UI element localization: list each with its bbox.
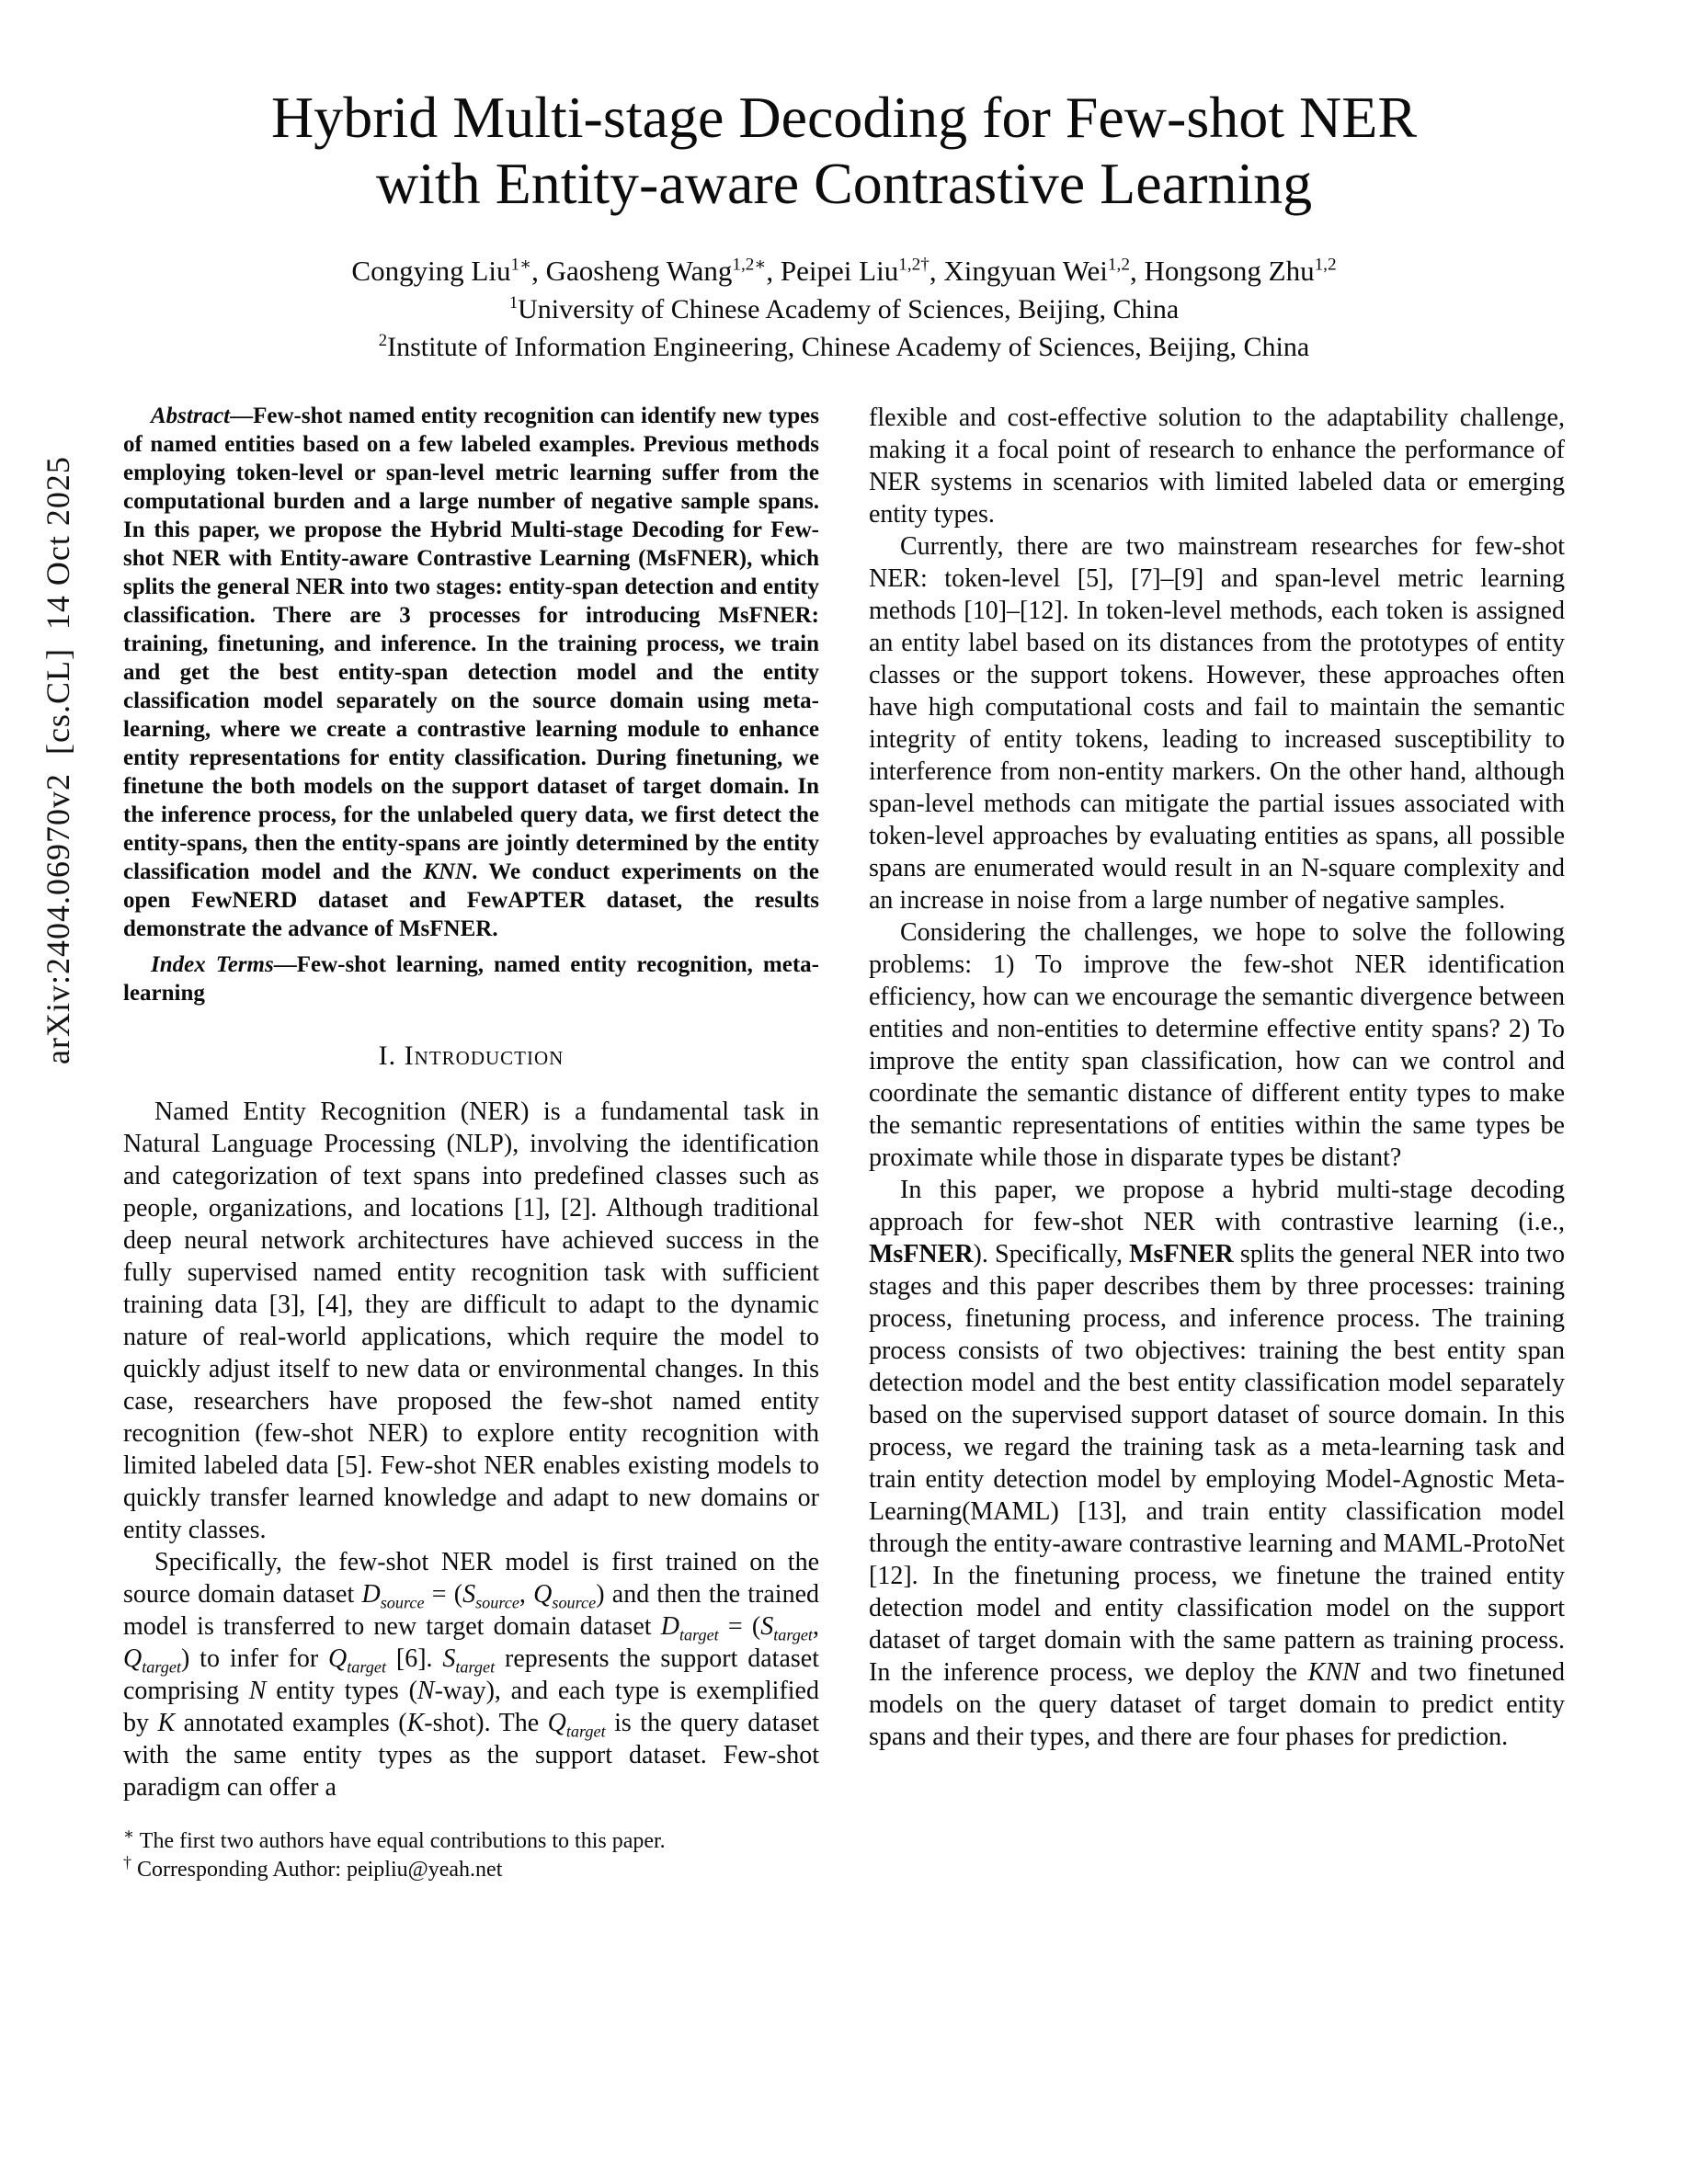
title-line-2: with Entity-aware Contrastive Learning	[375, 151, 1313, 217]
title-line-1: Hybrid Multi-stage Decoding for Few-shot NER	[270, 85, 1418, 150]
footnote-corresponding-author: † Corresponding Author: peipliu@yeah.net	[123, 1852, 503, 1882]
paper-header	[0, 0, 1688, 363]
two-column-body	[0, 363, 1688, 1884]
footnote-equal-contribution: ∗ The first two authors have equal contributions to this paper.	[123, 1824, 666, 1853]
author-list: Congying Liu$^{1∗}$, Gaosheng Wang$^{1,2∗}$, Peipei Liu$^{1,2\dagger}$, Xingyuan Wei$^{1,2}$, Hongsong Zhu$^{1,2}$	[351, 254, 1337, 287]
affiliation-2: $^2$Institute of Information Engineering, Chinese Academy of Sciences, Beijing, China	[378, 330, 1310, 362]
index-terms-paragraph: Index Terms—Few-shot learning, named entity recognition, meta-learning	[123, 951, 819, 1006]
intro-paragraph-1: Named Entity Recognition (NER) is a fundamental task in Natural Language Processing (NLP), involving the identification and categorization of text spans into predefined classes such as people, organizations, and locations [1], [2]. Although traditional deep neural network architectures have achieved success in the fully supervised named entity recognition task with sufficient training data [3], [4], they are difficult to adapt to the dynamic nature of real-world applications, which require the model to quickly adjust itself to new data or environmental changes. In this case, researchers have proposed the few-shot named entity recognition (few-shot NER) to explore entity recognition with limited labeled data [5]. Few-shot NER enables existing models to quickly transfer learned knowledge and adapt to new domains or entity classes.	[123, 1097, 819, 1544]
intro-paragraph-2-continued: flexible and cost-effective solution to the adaptability challenge, making it a focal point of research to enhance the performance of NER systems in scenarios with limited labeled data or emerging entity types.	[869, 403, 1565, 529]
intro-paragraph-3: Currently, there are two mainstream researches for few-shot NER: token-level [5], [7]–[9] and span-level metric learning methods [10]–[12]. In token-level methods, each token is assigned an entity label based on its distances from the prototypes of entity classes or the support tokens. However, these approaches often have high computational costs and fail to maintain the semantic integrity of entity tokens, leading to increased susceptibility to interference from non-entity markers. On the other hand, although span-level methods can mitigate the partial issues associated with token-level approaches by evaluating entities as spans, all possible spans are enumerated would result in an N-square complexity and an increase in noise from a large number of negative samples.	[869, 531, 1565, 915]
abstract-paragraph: Abstract—Few-shot named entity recognition can identify new types of named entities based on a few labeled examples. Previous methods employing token-level or span-level metric learning suffer from the computational burden and a large number of negative sample spans. In this paper, we propose the Hybrid Multi-stage Decoding for Few-shot NER with Entity-aware Contrastive Learning (MsFNER), which splits the general NER into two stages: entity-span detection and entity classification. There are 3 processes for introducing MsFNER: training, finetuning, and inference. In the training process, we train and get the best entity-span detection model and the entity classification model separately on the source domain using meta-learning, where we create a contrastive learning module to enhance entity representations for entity classification. During finetuning, we finetune the both models on the support dataset of target domain. In the inference process, for the unlabeled query data, we first detect the entity-spans, then the entity-spans are jointly determined by the entity classification model and the KNN. We conduct experiments on the open FewNERD dataset and FewAPTER dataset, the results demonstrate the advance of MsFNER.	[123, 403, 819, 941]
section-heading-introduction: I. Introduction	[378, 1040, 565, 1071]
left-column	[123, 402, 819, 1884]
arxiv-watermark: arXiv:2404.06970v2 [cs.CL] 14 Oct 2025	[40, 456, 76, 1064]
paper-title	[0, 85, 1688, 218]
footnote-block	[123, 1803, 819, 1884]
intro-paragraph-5: In this paper, we propose a hybrid multi-stage decoding approach for few-shot NER with contrastive learning (i.e., MsFNER). Specifically, MsFNER splits the general NER into two stages and this paper describes them by three processes: training process, finetuning process, and inference process. The training process consists of two objectives: training the best entity span detection model and the best entity classification model separately based on the supervised support dataset of source domain. In this process, we regard the training task as a meta-learning task and train entity detection model by employing Model-Agnostic Meta-Learning(MAML) [13], and train entity classification model through the entity-aware contrastive learning and MAML-ProtoNet [12]. In the finetuning process, we finetune the trained entity detection model and entity classification model on the support dataset of target domain with the same pattern as training process. In the inference process, we deploy the KNN and two finetuned models on the query dataset of target domain to predict entity spans and their types, and there are four phases for prediction.	[869, 1175, 1565, 1751]
intro-paragraph-2: Specifically, the few-shot NER model is first trained on the source domain dataset $D_{source} = (S_{source}$, $Q_{source}$) and then the trained model is transferred to new target domain dataset $D_{target} = (S_{target}$, $Q_{target}$) to infer for $Q_{target}$ [6]. $S_{target}$ represents the support dataset comprising N entity types (N-way), and each type is exemplified by K annotated examples (K-shot). The $Q_{target}$ is the query dataset with the same entity types as the support dataset. Few-shot paradigm can offer a	[123, 1547, 820, 1802]
intro-paragraph-4: Considering the challenges, we hope to solve the following problems: 1) To improve the few-shot NER identification efficiency, how can we encourage the semantic divergence between entities and non-entities to determine effective entity spans? 2) To improve the entity span classification, how can we control and coordinate the semantic distance of different entity types to make the semantic representations of entities within the same types be proximate while those in disparate types be distant?	[869, 917, 1565, 1172]
affiliation-1: $^1$University of Chinese Academy of Sciences, Beijing, China	[508, 292, 1180, 324]
right-column	[869, 402, 1565, 1884]
